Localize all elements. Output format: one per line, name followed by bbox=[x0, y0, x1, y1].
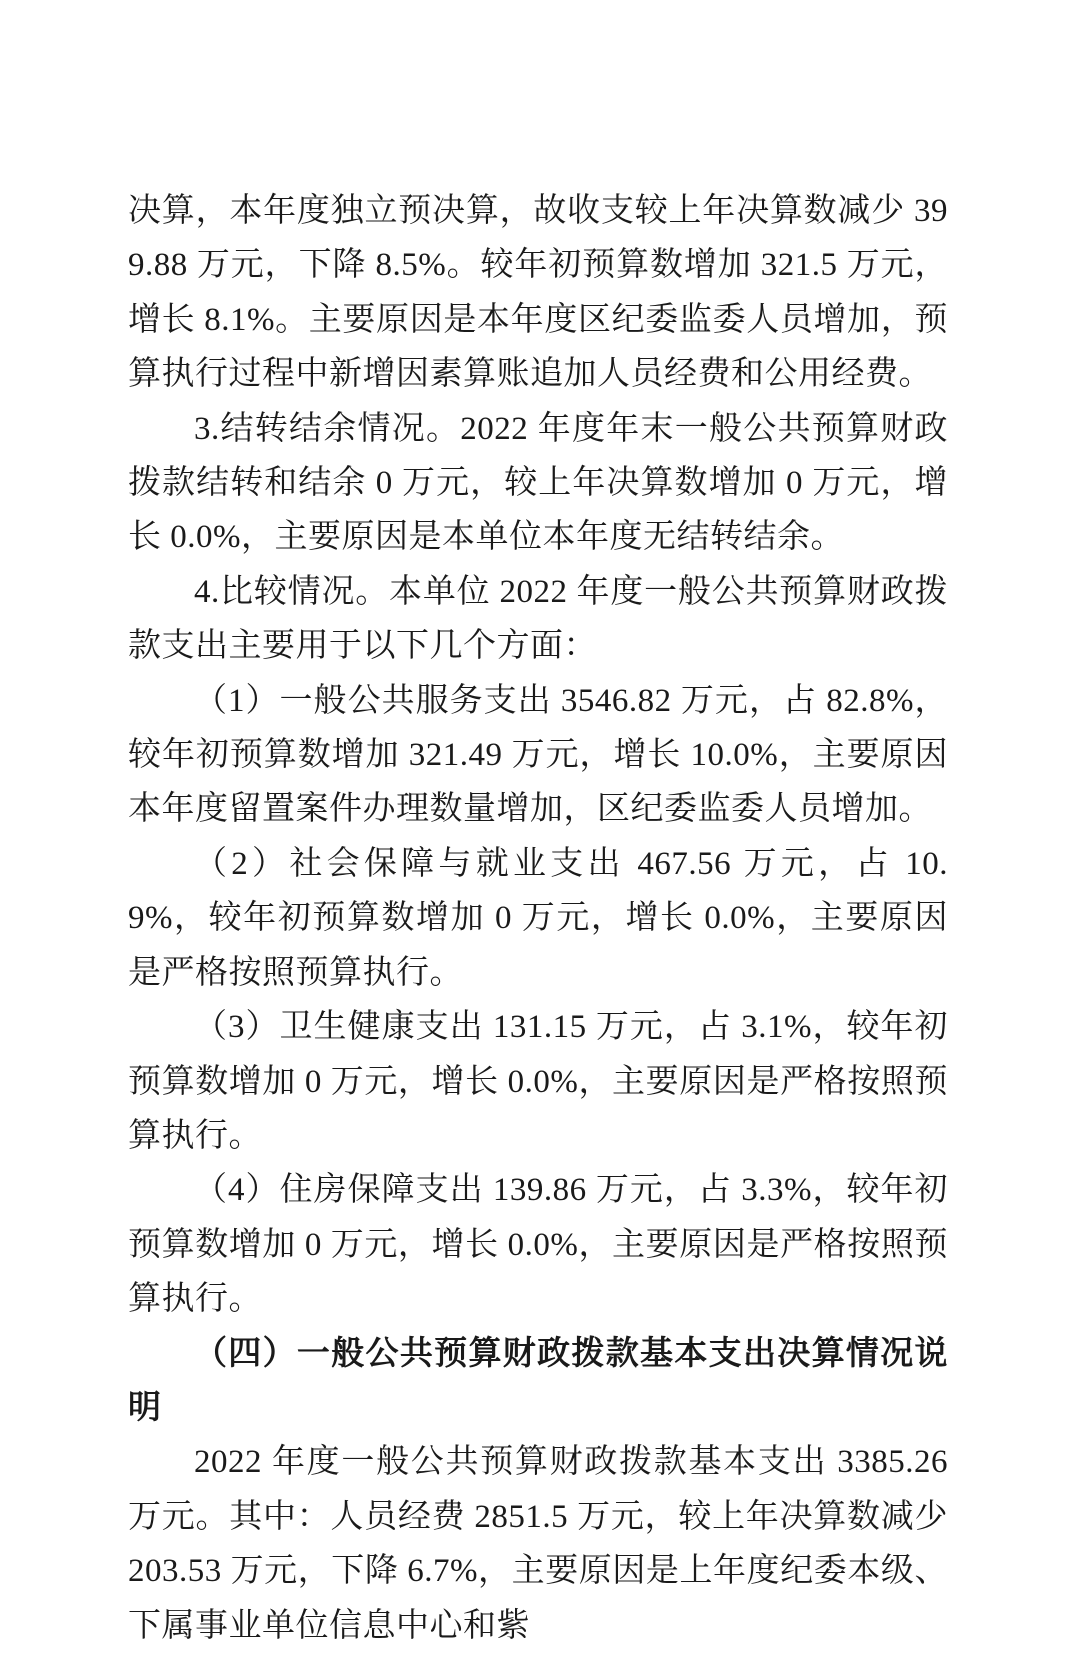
paragraph: （3）卫生健康支出 131.15 万元，占 3.1%，较年初预算数增加 0 万元，增长 0.0%，主要原因是严格按照预算执行。 bbox=[128, 1009, 948, 1154]
paragraph: 3.结转结余情况。2022 年度年末一般公共预算财政拨款结转和结余 0 万元，较上年决算数增加 0 万元，增长 0.0%，主要原因是本单位本年度无结转结余。 bbox=[128, 410, 948, 556]
section-heading: （四）一般公共预算财政拨款基本支出决算情况说明 bbox=[128, 1335, 948, 1426]
document-body bbox=[128, 184, 948, 1653]
paragraph: （4）住房保障支出 139.86 万元，占 3.3%，较年初预算数增加 0 万元，增长 0.0%，主要原因是严格按照预算执行。 bbox=[128, 1172, 948, 1318]
paragraph: 4.比较情况。本单位 2022 年度一般公共预算财政拨款支出主要用于以下几个方面： bbox=[128, 573, 948, 665]
paragraph: （2）社会保障与就业支出 467.56 万元，占 10.9%，较年初预算数增加 0 万元，增长 0.0%，主要原因是严格按照预算执行。 bbox=[128, 845, 948, 991]
paragraph: 2022 年度一般公共预算财政拨款基本支出 3385.26 万元。其中：人员经费 2851.5 万元，较上年决算数减少 203.53 万元，下降 6.7%，主要原因是上年度纪委本级、下属事业单位信息中心和紫 bbox=[128, 1444, 948, 1644]
paragraph: （1）一般公共服务支出 3546.82 万元，占 82.8%，较年初预算数增加 321.49 万元，增长 10.0%，主要原因本年度留置案件办理数量增加，区纪委监委人员增加。 bbox=[128, 682, 948, 828]
paragraph: 决算，本年度独立预决算，故收支较上年决算数减少 399.88 万元，下降 8.5%。较年初预算数增加 321.5 万元，增长 8.1%。主要原因是本年度区纪委监委人员增加，预算执行过程中新增因素算账追加人员经费和公用经费。 bbox=[128, 193, 948, 393]
